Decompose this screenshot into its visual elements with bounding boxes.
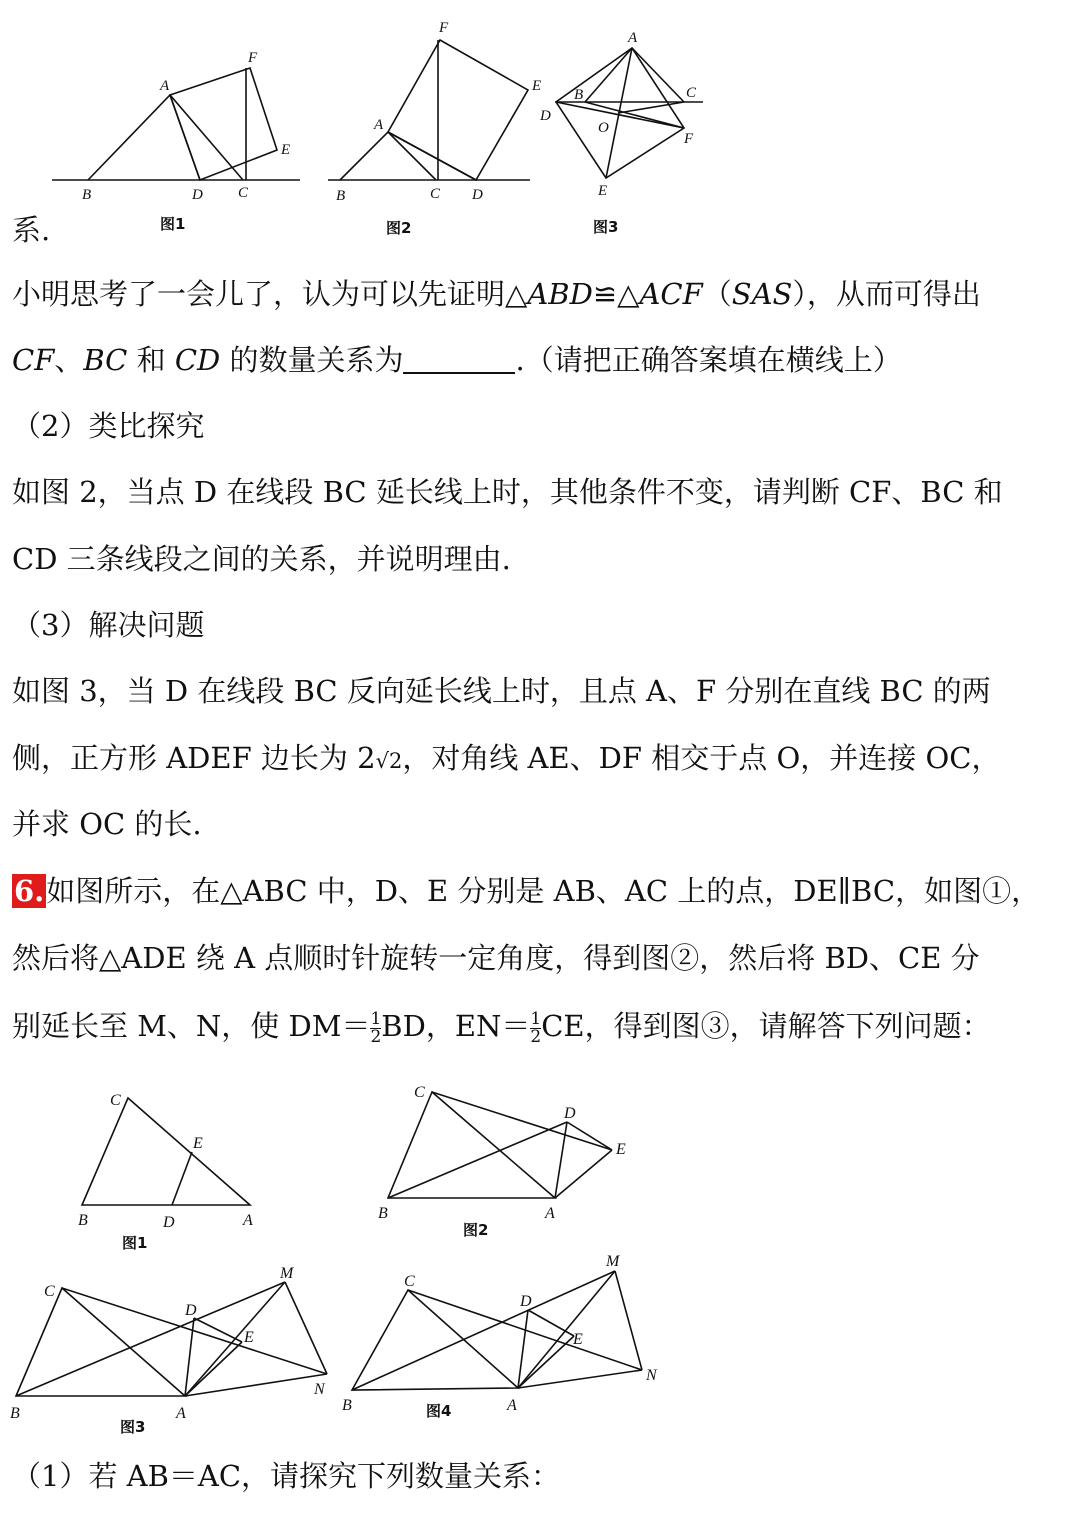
bottom-figure-1 xyxy=(78,1092,253,1252)
question-6-line-3: 别延长至 M、N，使 DM＝ $\frac{1}{2}$ BD，EN＝ $\frac{1}{2}$ CE，得到图③，请解答下列问题： xyxy=(12,1008,991,1047)
svg-text:N: N xyxy=(314,1381,325,1398)
svg-text:A: A xyxy=(545,1205,555,1222)
svg-text:O: O xyxy=(598,120,609,136)
bottom-figure-4 xyxy=(342,1253,658,1420)
svg-text:C: C xyxy=(44,1283,55,1300)
fig2-caption: 图2 xyxy=(386,219,412,237)
bottom-fig3-caption: 图3 xyxy=(120,1418,146,1436)
svg-text:D: D xyxy=(520,1293,532,1310)
svg-text:E: E xyxy=(573,1331,583,1348)
question-6-line-2: 然后将△ADE 绕 A 点顺时针旋转一定角度，得到图②，然后将 BD、CE 分 xyxy=(12,941,980,975)
svg-text:A: A xyxy=(628,30,638,46)
bottom-fig4-caption: 图4 xyxy=(426,1402,452,1420)
para-4: CD 三条线段之间的关系，并说明理由. xyxy=(12,542,511,576)
svg-text:D: D xyxy=(163,1214,175,1231)
question-number: 6. xyxy=(14,874,45,908)
svg-text:C: C xyxy=(686,85,697,101)
svg-text:F: F xyxy=(684,131,694,147)
svg-text:C: C xyxy=(430,186,441,202)
fig3-caption: 图3 xyxy=(593,218,619,236)
answer-blank[interactable] xyxy=(403,346,515,374)
svg-text:D: D xyxy=(472,187,483,203)
svg-text:A: A xyxy=(160,78,170,94)
svg-text:F: F xyxy=(248,50,258,66)
svg-text:B: B xyxy=(78,1212,88,1229)
top-figure-1 xyxy=(52,50,300,233)
para-3: 如图 2，当点 D 在线段 BC 延长线上时，其他条件不变，请判断 CF、BC 和 xyxy=(12,475,1003,509)
svg-text:C: C xyxy=(110,1092,121,1109)
bottom-fig2-caption: 图2 xyxy=(463,1221,489,1239)
svg-text:B: B xyxy=(342,1397,352,1414)
svg-text:D: D xyxy=(185,1302,197,1319)
bottom-figures xyxy=(0,1070,1080,1450)
fraction-half-2: $\frac{1}{2}$ xyxy=(530,1008,542,1047)
bottom-figure-2 xyxy=(378,1084,626,1239)
heading-3: （3）解决问题 xyxy=(12,608,205,642)
svg-text:E: E xyxy=(244,1329,254,1346)
heading-2: （2）类比探究 xyxy=(12,409,205,443)
top-figure-3 xyxy=(539,30,703,236)
bottom-figure-3 xyxy=(10,1265,327,1436)
svg-text:E: E xyxy=(193,1135,203,1152)
svg-text:A: A xyxy=(243,1212,253,1229)
svg-text:M: M xyxy=(606,1253,620,1270)
top-figures xyxy=(0,0,1080,245)
svg-text:C: C xyxy=(238,185,249,201)
fraction-half-1: $\frac{1}{2}$ xyxy=(370,1008,382,1047)
bottom-fig1-caption: 图1 xyxy=(122,1234,148,1252)
svg-text:B: B xyxy=(10,1405,20,1422)
svg-text:E: E xyxy=(616,1141,626,1158)
fig1-caption: 图1 xyxy=(160,215,186,233)
svg-text:B: B xyxy=(82,187,92,203)
svg-text:F: F xyxy=(439,20,449,36)
top-figure-2 xyxy=(328,20,541,237)
svg-text:C: C xyxy=(404,1273,415,1290)
svg-text:A: A xyxy=(507,1397,517,1414)
question-6-part-1: （1）若 AB＝AC，请探究下列数量关系： xyxy=(12,1459,561,1493)
svg-text:D: D xyxy=(540,108,551,124)
svg-text:N: N xyxy=(646,1367,657,1384)
para-1: 小明思考了一会儿了，认为可以先证明△ABD≌△ACF（SAS），从而可得出 xyxy=(12,277,981,311)
svg-text:D: D xyxy=(192,187,203,203)
svg-text:B: B xyxy=(378,1205,388,1222)
svg-text:E: E xyxy=(281,142,291,158)
svg-text:A: A xyxy=(374,117,384,133)
svg-text:E: E xyxy=(532,78,542,94)
svg-text:A: A xyxy=(176,1405,186,1422)
svg-text:B: B xyxy=(336,188,346,204)
svg-text:C: C xyxy=(414,1084,425,1101)
para-7: 并求 OC 的长. xyxy=(12,807,202,841)
para-5: 如图 3，当 D 在线段 BC 反向延长线上时，且点 A、F 分别在直线 BC 的两 xyxy=(12,674,991,708)
para-2: CF、BC 和 CD 的数量关系为 .（请把正确答案填在横线上） xyxy=(12,343,902,377)
question-6-line-1: 6.如图所示，在△ABC 中，D、E 分别是 AB、AC 上的点，DE∥BC，如图①， xyxy=(14,874,1041,908)
svg-text:D: D xyxy=(564,1105,576,1122)
svg-text:M: M xyxy=(280,1265,294,1282)
svg-text:E: E xyxy=(598,183,608,199)
svg-text:B: B xyxy=(574,87,584,103)
para-6: 侧，正方形 ADEF 边长为 2√2，对角线 AE、DF 相交于点 O，并连接 OC， xyxy=(12,741,1001,775)
text-sys: 系. xyxy=(12,213,51,247)
